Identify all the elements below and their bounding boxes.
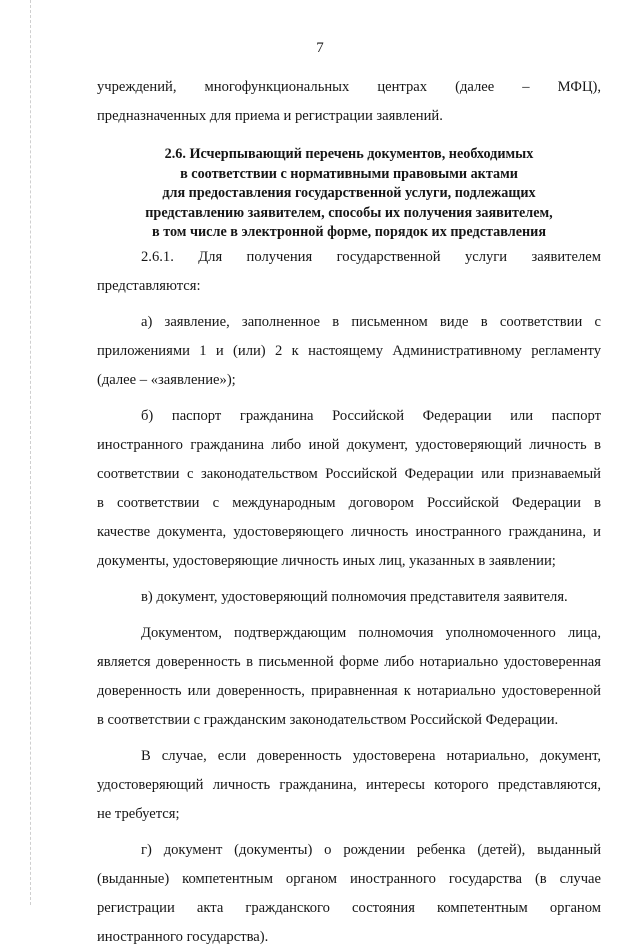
paragraph-item-b (97, 402, 601, 576)
text-line: в) документ, удостоверяющий полномочия представителя заявителя. (141, 589, 568, 605)
text-line: иностранного гражданина либо иной документ, удостоверяющий личность в (97, 437, 601, 453)
text-line: (выданные) компетентным органом иностранного государства (в случае (97, 871, 601, 887)
paragraph-2-6-1 (97, 243, 601, 301)
text-line: доверенность или доверенность, приравненная к нотариально удостоверенной (97, 683, 601, 699)
text-line: учреждений, многофункциональных центрах (далее – МФЦ), (97, 79, 601, 95)
text-line: удостоверяющий личность гражданина, интересы которого представляются, (97, 777, 601, 793)
text-line: не требуется; (97, 806, 180, 822)
text-line: представляются: (97, 278, 201, 294)
paragraph-notarized-case (97, 742, 601, 829)
heading-line: в соответствии с нормативными правовыми актами (180, 165, 518, 182)
text-line: Документом, подтверждающим полномочия уполномоченного лица, (141, 625, 601, 641)
text-line: 2.6.1. Для получения государственной услуги заявителем (141, 249, 601, 265)
text-line: В случае, если доверенность удостоверена нотариально, документ, (141, 748, 601, 764)
paragraph-item-a (97, 308, 601, 395)
text-line: является доверенность в письменной форме либо нотариально удостоверенная (97, 654, 601, 670)
text-line: в соответствии с международным договором Российской Федерации в (97, 495, 601, 511)
text-line: б) паспорт гражданина Российской Федерации или паспорт (141, 408, 601, 424)
heading-line: представлению заявителем, способы их получения заявителем, (145, 204, 553, 221)
text-line: документы, удостоверяющие личность иных лиц, указанных в заявлении; (97, 553, 556, 569)
text-line: в соответствии с гражданским законодательством Российской Федерации. (97, 712, 559, 728)
section-heading (97, 145, 601, 243)
text-line: предназначенных для приема и регистрации заявлений. (97, 108, 443, 124)
page-number: 7 (316, 40, 324, 56)
text-line: а) заявление, заполненное в письменном виде в соответствии с (141, 314, 601, 330)
document-body (97, 243, 601, 952)
text-line: регистрации акта гражданского состояния компетентным органом (97, 900, 601, 916)
left-margin-guide (30, 0, 32, 905)
lead-paragraph (97, 73, 601, 131)
text-line: качестве документа, удостоверяющего личность иностранного гражданина, и (97, 524, 601, 540)
text-line: соответствии с законодательством Российской Федерации или признаваемый (97, 466, 601, 482)
paragraph-item-v (97, 583, 601, 612)
text-line: иностранного государства). (97, 929, 269, 945)
paragraph-power-of-attorney (97, 619, 601, 735)
text-line: г) документ (документы) о рождении ребенка (детей), выданный (141, 842, 601, 858)
paragraph-item-g (97, 836, 601, 952)
text-line: приложениями 1 и (или) 2 к настоящему Административному регламенту (97, 343, 601, 359)
text-line: (далее – «заявление»); (97, 372, 236, 388)
heading-line: 2.6. Исчерпывающий перечень документов, необходимых (164, 146, 534, 162)
heading-line: для предоставления государственной услуги, подлежащих (162, 185, 536, 201)
heading-line: в том числе в электронной форме, порядок их представления (151, 224, 547, 240)
